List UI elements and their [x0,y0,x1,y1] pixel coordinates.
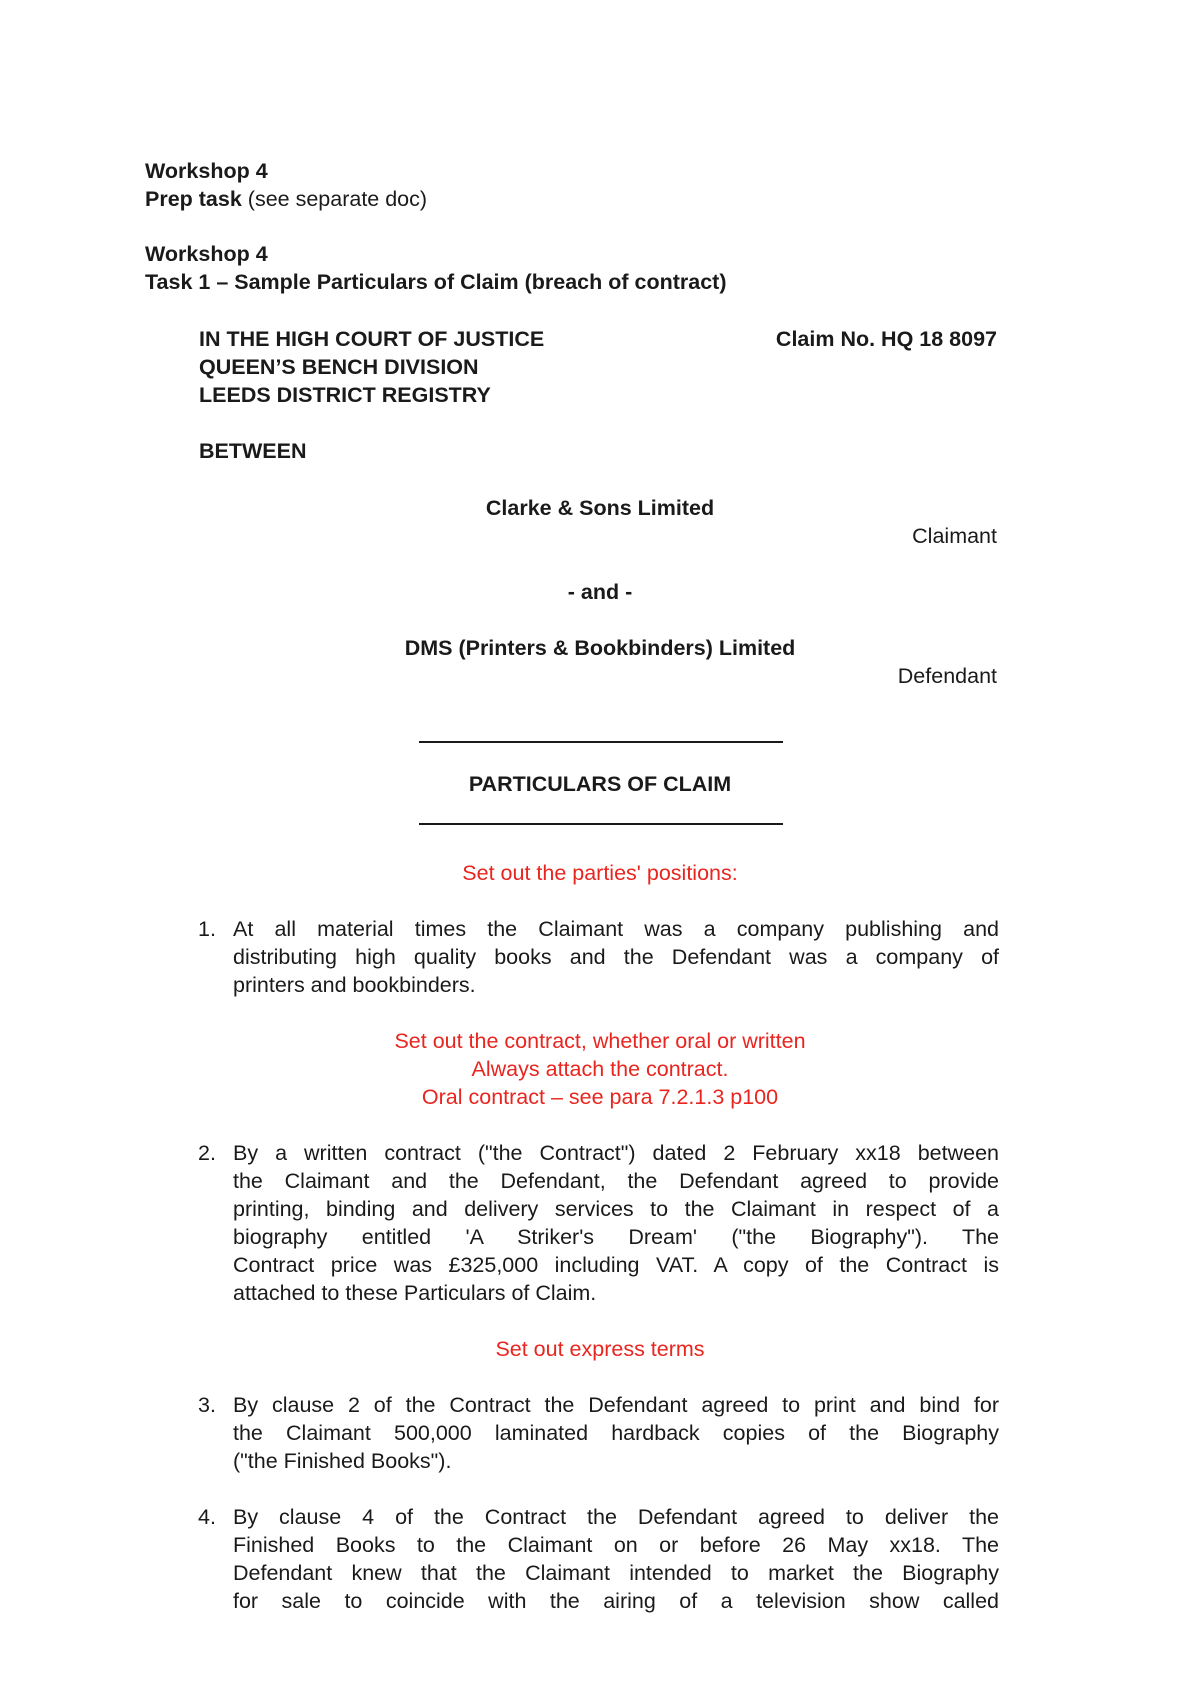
paragraph-line: attached to these Particulars of Claim. [233,1281,597,1305]
paragraph-line: biography entitled 'A Striker's Dream' ("the Biography"). The [233,1225,999,1249]
and-separator: - and - [567,580,633,604]
paragraph-line: By clause 4 of the Contract the Defendant agreed to deliver the [233,1505,999,1529]
document-title: PARTICULARS OF CLAIM [468,772,732,796]
paragraph-1 [233,915,999,999]
paragraph-line: the Claimant 500,000 laminated hardback copies of the Biography [233,1421,999,1445]
workshop-heading-a: Workshop 4 [145,159,268,183]
paragraph-line: Defendant knew that the Claimant intended to market the Biography [233,1561,999,1585]
prep-task-label: Prep task [145,187,242,211]
note-parties-positions: Set out the parties' positions: [462,861,738,885]
between-label: BETWEEN [199,439,307,463]
task-heading: Task 1 – Sample Particulars of Claim (breach of contract) [145,270,727,294]
court-registry: LEEDS DISTRICT REGISTRY [199,383,491,407]
prep-task-line [145,185,427,213]
paragraph-line: ("the Finished Books"). [233,1449,452,1473]
title-rule-bottom [419,823,783,825]
note-oral-contract: Oral contract – see para 7.2.1.3 p100 [421,1085,779,1109]
prep-task-note: (see separate doc) [241,187,428,211]
paragraph-4 [233,1503,999,1615]
note-express-terms: Set out express terms [495,1337,705,1361]
para-number: 4. [198,1505,216,1529]
paragraph-line: for sale to coincide with the airing of a television show called [233,1589,999,1613]
title-rule-top [419,741,783,743]
paragraph-line: Finished Books to the Claimant on or before 26 May xx18. The [233,1533,999,1557]
paragraph-line: By a written contract ("the Contract") dated 2 February xx18 between [233,1141,999,1165]
para-number: 3. [198,1393,216,1417]
paragraph-line: printers and bookbinders. [233,973,476,997]
court-name: IN THE HIGH COURT OF JUSTICE [199,327,545,351]
paragraph-line: distributing high quality books and the Defendant was a company of [233,945,999,969]
paragraph-line: At all material times the Claimant was a company publishing and [233,917,999,941]
defendant-role: Defendant [897,664,997,688]
paragraph-line: Contract price was £325,000 including VAT. A copy of the Contract is [233,1253,999,1277]
paragraph-2 [233,1139,999,1307]
claimant-name: Clarke & Sons Limited [485,496,715,520]
para-number: 2. [198,1141,216,1165]
workshop-heading-b: Workshop 4 [145,242,268,266]
claimant-role: Claimant [912,524,997,548]
court-division: QUEEN’S BENCH DIVISION [199,355,479,379]
note-attach-contract: Always attach the contract. [471,1057,729,1081]
paragraph-line: printing, binding and delivery services to the Claimant in respect of a [233,1197,999,1221]
para-number: 1. [198,917,216,941]
paragraph-line: By clause 2 of the Contract the Defendant agreed to print and bind for [233,1393,999,1417]
note-contract: Set out the contract, whether oral or written [394,1029,806,1053]
defendant-name: DMS (Printers & Bookbinders) Limited [404,636,796,660]
paragraph-3 [233,1391,999,1475]
paragraph-line: the Claimant and the Defendant, the Defendant agreed to provide [233,1169,999,1193]
claim-number: Claim No. HQ 18 8097 [775,327,997,351]
